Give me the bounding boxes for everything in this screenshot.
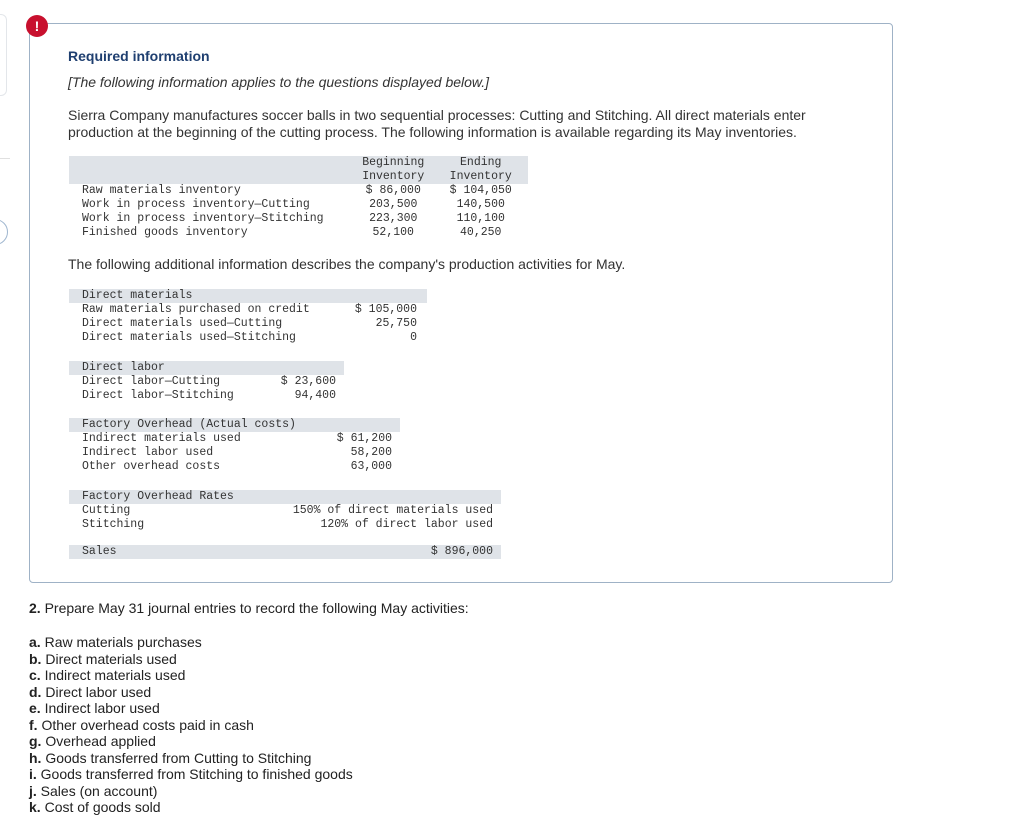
table-row: Direct labor—Cutting $ 23,600 <box>82 375 336 388</box>
factory-overhead-table <box>69 418 400 474</box>
sales-value: $ 896,000 <box>430 545 493 558</box>
table-row: Raw materials purchased on credit $ 105,000 <box>82 303 417 316</box>
table-row: Raw materials inventory $ 86,000 $ 104,050 <box>82 184 512 197</box>
table-row: Direct labor—Stitching 94,400 <box>82 389 336 402</box>
table-row: Finished goods inventory 52,100 40,250 <box>82 226 502 239</box>
intro-paragraph: Sierra Company manufactures soccer balls in two sequential processes: Cutting and Stitching. All direct materials enter production at the beginning of the cutting process. The following information is available regarding its May inventories. <box>68 107 806 140</box>
list-item: j. Sales (on account) <box>29 782 158 799</box>
overhead-rates-heading: Factory Overhead Rates <box>82 490 234 503</box>
question-prompt <box>29 600 469 616</box>
table-row <box>69 545 501 559</box>
beginning-header: Beginning <box>362 156 425 169</box>
direct-labor-heading: Direct labor <box>82 361 165 374</box>
direct-labor-table <box>69 361 344 403</box>
inventory-header-row: Inventory Inventory <box>69 170 528 184</box>
table-row: Indirect labor used 58,200 <box>82 446 392 459</box>
side-nav-button[interactable] <box>0 219 8 245</box>
activity-list <box>29 634 353 816</box>
sales-label: Sales <box>82 545 117 558</box>
list-item: d. Direct labor used <box>29 683 152 700</box>
list-item: e. Indirect labor used <box>29 700 160 716</box>
inventory-header-row <box>69 156 528 170</box>
question-text: Prepare May 31 journal entries to record the following May activities: <box>44 600 469 616</box>
table-row: Work in process inventory—Stitching 223,300 110,100 <box>82 212 505 225</box>
list-item: g. Overhead applied <box>29 733 156 749</box>
direct-materials-table <box>69 289 427 345</box>
panel-title: Required information <box>68 48 210 64</box>
side-divider <box>0 158 10 159</box>
alert-icon: ! <box>26 15 48 37</box>
table-row: Indirect materials used $ 61,200 <box>82 432 392 445</box>
direct-materials-heading: Direct materials <box>82 289 193 302</box>
list-item: b. Direct materials used <box>29 650 177 667</box>
inventory-table <box>69 156 528 240</box>
table-row: Stitching 120% of direct labor used <box>82 518 493 531</box>
side-panel-edge <box>0 14 7 96</box>
ending-header: Ending <box>460 156 502 169</box>
list-item: a. Raw materials purchases <box>29 634 202 650</box>
additional-info-text: The following additional information describes the company's production activities for May. <box>68 256 626 272</box>
overhead-rates-table <box>69 490 501 532</box>
question-number: 2. <box>29 600 41 616</box>
table-row: Direct materials used—Cutting 25,750 <box>82 317 417 330</box>
table-row: Cutting 150% of direct materials used <box>82 504 493 517</box>
panel-subtitle: [The following information applies to the questions displayed below.] <box>68 74 490 90</box>
sales-table <box>69 545 501 559</box>
list-item: c. Indirect materials used <box>29 667 186 683</box>
list-item: h. Goods transferred from Cutting to Stitching <box>29 749 312 766</box>
required-information-panel <box>29 23 893 583</box>
table-row: Direct materials used—Stitching 0 <box>82 331 417 344</box>
table-row: Work in process inventory—Cutting 203,500 140,500 <box>82 198 505 211</box>
list-item: k. Cost of goods sold <box>29 799 161 815</box>
list-item: f. Other overhead costs paid in cash <box>29 716 254 733</box>
table-row: Other overhead costs 63,000 <box>82 460 392 473</box>
factory-overhead-heading: Factory Overhead (Actual costs) <box>82 418 296 431</box>
list-item: i. Goods transferred from Stitching to finished goods <box>29 766 353 782</box>
